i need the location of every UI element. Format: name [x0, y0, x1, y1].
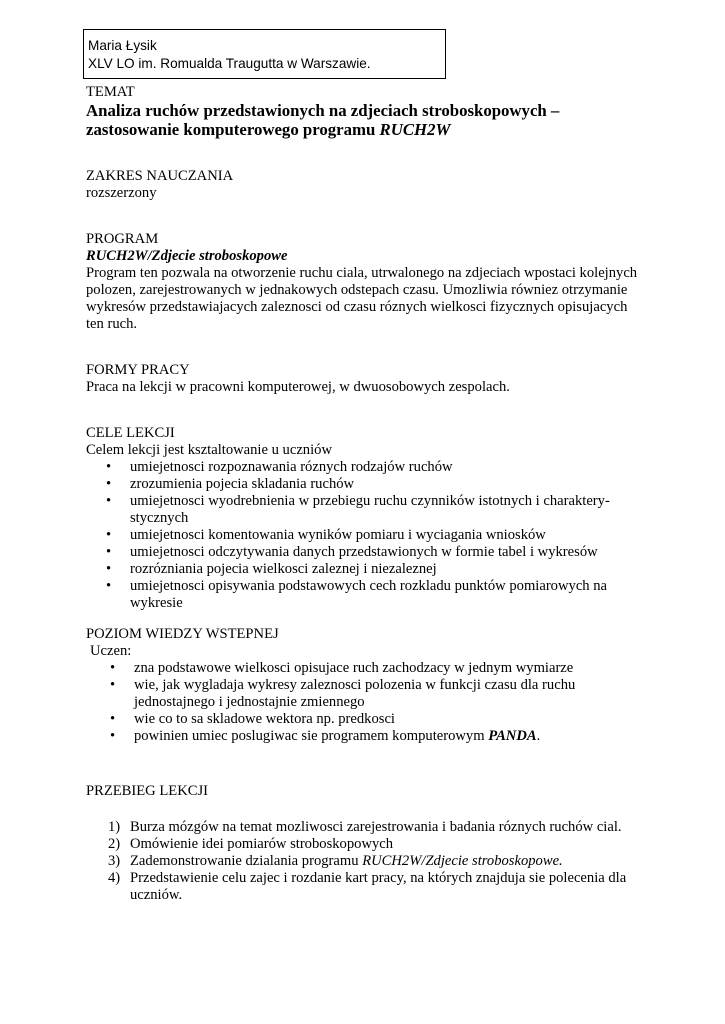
- prior-knowledge-item: • wie co to sa skladowe wektora np. predkosci: [134, 711, 646, 728]
- lesson-step-text: Zademonstrowanie dzialania programu: [130, 853, 363, 869]
- topic-title-line2: [86, 120, 646, 139]
- goal-item: • umiejetnosci komentowania wyników pomiaru i wyciagania wniosków: [130, 527, 646, 544]
- prior-knowledge-item: [134, 728, 646, 745]
- lesson-step-number: 4): [108, 870, 121, 886]
- lesson-step: [108, 819, 646, 836]
- lesson-step-number: 3): [108, 853, 121, 869]
- goal-item: • umiejetnosci rozpoznawania róznych rodzajów ruchów: [130, 459, 646, 476]
- goals-heading: CELE LEKCJI: [86, 425, 175, 441]
- goal-item: • rozrózniania pojecia wielkosci zaleznej i niezaleznej: [130, 561, 646, 578]
- author-box: [83, 29, 446, 79]
- prior-knowledge-last-prefix: powinien umiec poslugiwac sie programem komputerowym: [134, 728, 489, 744]
- prior-knowledge-list: [86, 660, 646, 745]
- program-name: RUCH2W/Zdjecie stroboskopowe: [86, 248, 288, 264]
- topic-title-line1: Analiza ruchów przedstawionych na zdjeciach stroboskopowych –: [86, 101, 560, 120]
- prior-knowledge-intro: Uczen:: [90, 643, 132, 659]
- prior-knowledge-heading: POZIOM WIEDZY WSTEPNEJ: [86, 626, 279, 642]
- goal-item: • umiejetnosci odczytywania danych przedstawionych w formie tabel i wykresów: [130, 544, 646, 561]
- lesson-step-number: 2): [108, 836, 121, 852]
- lesson-step: [108, 853, 646, 870]
- topic-title-program: RUCH2W: [379, 120, 451, 139]
- prior-knowledge-panda: PANDA: [488, 728, 537, 744]
- scope-value: rozszerzony: [86, 185, 157, 201]
- forms-heading: FORMY PRACY: [86, 362, 190, 378]
- lesson-step-program: RUCH2W/Zdjecie stroboskopowe.: [362, 853, 563, 869]
- lesson-heading: PRZEBIEG LEKCJI: [86, 783, 209, 799]
- goal-item: • umiejetnosci wyodrebnienia w przebiegu ruchu czynników istotnych i charaktery-stycznych: [130, 493, 646, 527]
- lesson-step-text: Omówienie idei pomiarów stroboskopowych: [130, 836, 394, 852]
- goals-intro: Celem lekcji jest ksztaltowanie u uczniów: [86, 442, 332, 458]
- scope-heading: ZAKRES NAUCZANIA: [86, 168, 234, 184]
- document-body: [86, 84, 646, 904]
- prior-knowledge-item: • zna podstawowe wielkosci opisujace ruch zachodzacy w jednym wymiarze: [134, 660, 646, 677]
- lesson-step: [108, 836, 646, 853]
- lesson-step-text: Burza mózgów na temat mozliwosci zarejestrowania i badania róznych ruchów cial.: [130, 819, 622, 835]
- lesson-step-number: 1): [108, 819, 121, 835]
- prior-knowledge-item: • wie, jak wygladaja wykresy zaleznosci polozenia w funkcji czasu dla ruchu jednostajnego i jednostajnie zmiennego: [134, 677, 646, 711]
- author-school: XLV LO im. Romualda Traugutta w Warszawie.: [88, 56, 371, 71]
- program-description: Program ten pozwala na otworzenie ruchu ciala, utrwalonego na zdjeciach wpostaci kolejnych polozen, zarejestrowanych w jednakowych odstepach czasu. Umozliwia równiez otrzymanie wykresów przedstawiajacych zaleznosci od czasu róznych wielkosci fizycznych opisujacych ten ruch.: [86, 265, 638, 332]
- author-name: Maria Łysik: [88, 38, 157, 53]
- prior-knowledge-last-suffix: .: [536, 728, 541, 744]
- goals-list: [86, 459, 646, 612]
- lesson-step-text: Przedstawienie celu zajec i rozdanie kart pracy, na których znajduja sie polecenia dla uczniów.: [130, 870, 627, 903]
- goal-item: • zrozumienia pojecia skladania ruchów: [130, 476, 646, 493]
- lesson-steps: [86, 819, 646, 904]
- lesson-step: [108, 870, 646, 904]
- topic-title-prefix: zastosowanie komputerowego programu: [86, 120, 380, 139]
- goal-item: • umiejetnosci opisywania podstawowych cech rozkladu punktów pomiarowych na wykresie: [130, 578, 646, 612]
- program-heading: PROGRAM: [86, 231, 159, 247]
- topic-heading: TEMAT: [86, 84, 135, 100]
- forms-value: Praca na lekcji w pracowni komputerowej, w dwuosobowych zespolach.: [86, 379, 510, 395]
